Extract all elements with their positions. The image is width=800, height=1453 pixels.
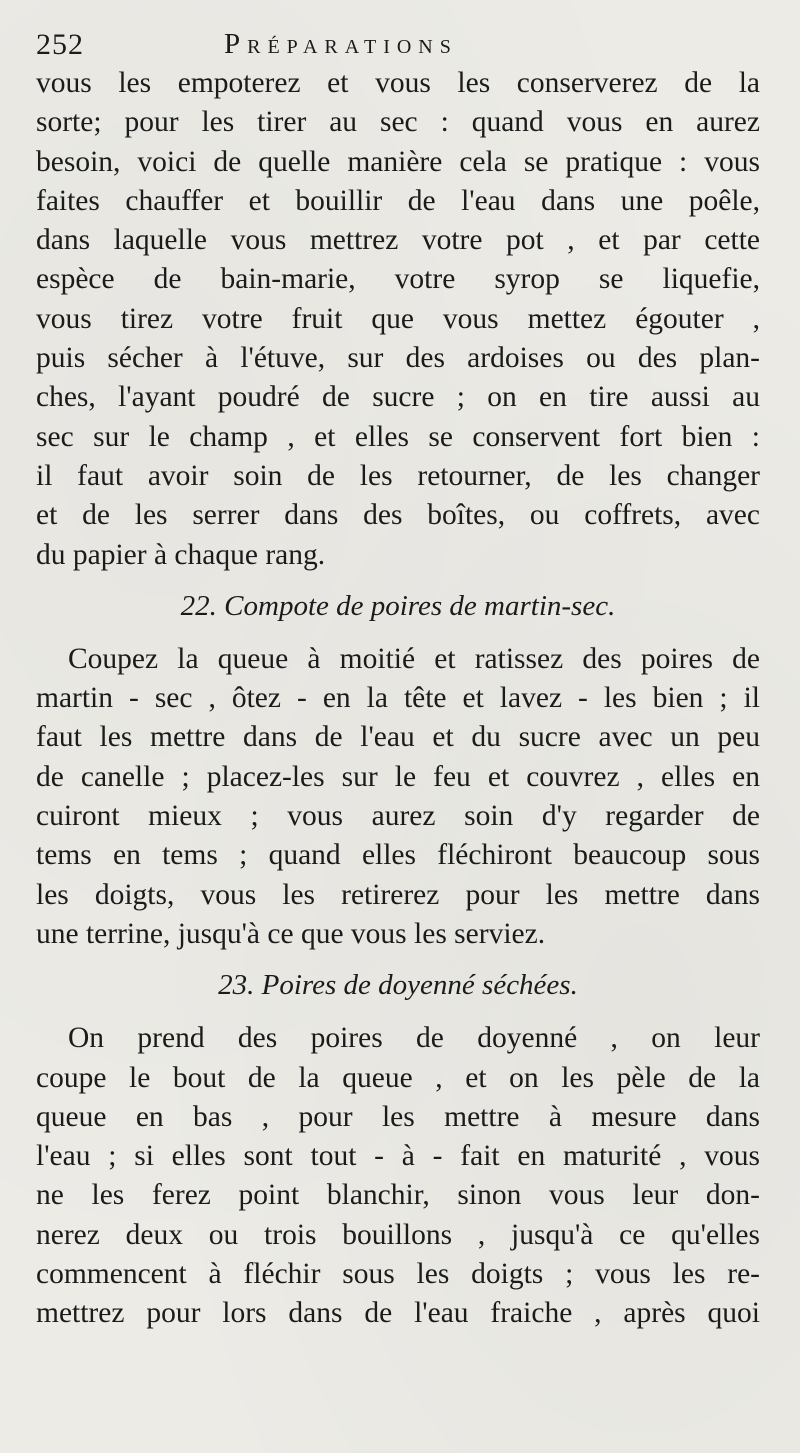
page-number: 252: [36, 28, 84, 61]
text-line: du papier à chaque rang.: [36, 538, 326, 571]
page-header: [36, 22, 760, 64]
text-line: coupe le bout de la queue , et on les pèle de la: [36, 1061, 760, 1094]
text-line: faites chauffer et bouillir de l'eau dans une poêle,: [36, 184, 760, 217]
text-line: tems en tems ; quand elles fléchiront beaucoup sous: [36, 839, 760, 872]
section-23-title: 23. Poires de doyenné séchées.: [218, 969, 578, 1002]
text-line: sec sur le champ , et elles se conservent fort bien :: [36, 420, 760, 453]
section-22-title: 22. Compote de poires de martin-sec.: [180, 589, 616, 622]
text-line: cuiront mieux ; vous aurez soin d'y regarder de: [36, 800, 760, 833]
text-line: puis sécher à l'étuve, sur des ardoises ou des plan-: [36, 342, 760, 375]
text-line: espèce de bain-marie, votre syrop se liquefie,: [36, 263, 760, 296]
text-line: mettrez pour lors dans de l'eau fraiche , après quoi: [36, 1297, 760, 1330]
text-line: il faut avoir soin de les retourner, de les changer: [36, 459, 760, 492]
text-line: Coupez la queue à moitié et ratissez des poires de: [68, 642, 760, 675]
text-line: et de les serrer dans des boîtes, ou coffrets, avec: [36, 499, 760, 532]
text-line: commencent à fléchir sous les doigts ; vous les re-: [36, 1258, 760, 1291]
text-line: On prend des poires de doyenné , on leur: [68, 1022, 760, 1055]
text-line: martin - sec , ôtez - en la tête et lavez - les bien ; il: [36, 682, 760, 715]
text-line: l'eau ; si elles sont tout - à - fait en maturité , vous: [36, 1140, 760, 1173]
text-line: queue en bas , pour les mettre à mesure dans: [36, 1100, 760, 1133]
text-line: ne les ferez point blanchir, sinon vous leur don-: [36, 1179, 760, 1212]
section-23-body: [36, 1019, 760, 1333]
running-title: Préparations: [224, 28, 458, 60]
text-line: dans laquelle vous mettrez votre pot , et par cette: [36, 224, 760, 257]
text-line: sorte; pour les tirer au sec : quand vous en aurez: [36, 106, 760, 139]
text-line: vous tirez votre fruit que vous mettez égouter ,: [36, 302, 760, 335]
text-line: besoin, voici de quelle manière cela se pratique : vous: [36, 145, 760, 178]
text-line: une terrine, jusqu'à ce que vous les serviez.: [36, 917, 546, 950]
text-line: les doigts, vous les retirerez pour les mettre dans: [36, 878, 760, 911]
section-22-body: [36, 640, 760, 954]
text-line: faut les mettre dans de l'eau et du sucre avec un peu: [36, 721, 760, 754]
text-line: vous les empoterez et vous les conserverez de la: [36, 67, 760, 99]
text-line: nerez deux ou trois bouillons , jusqu'à ce qu'elles: [36, 1218, 760, 1251]
text-line: ches, l'ayant poudré de sucre ; on en tire aussi au: [36, 381, 760, 414]
text-line: de canelle ; placez-les sur le feu et couvrez , elles en: [36, 760, 760, 793]
paragraph-1: [36, 64, 760, 575]
